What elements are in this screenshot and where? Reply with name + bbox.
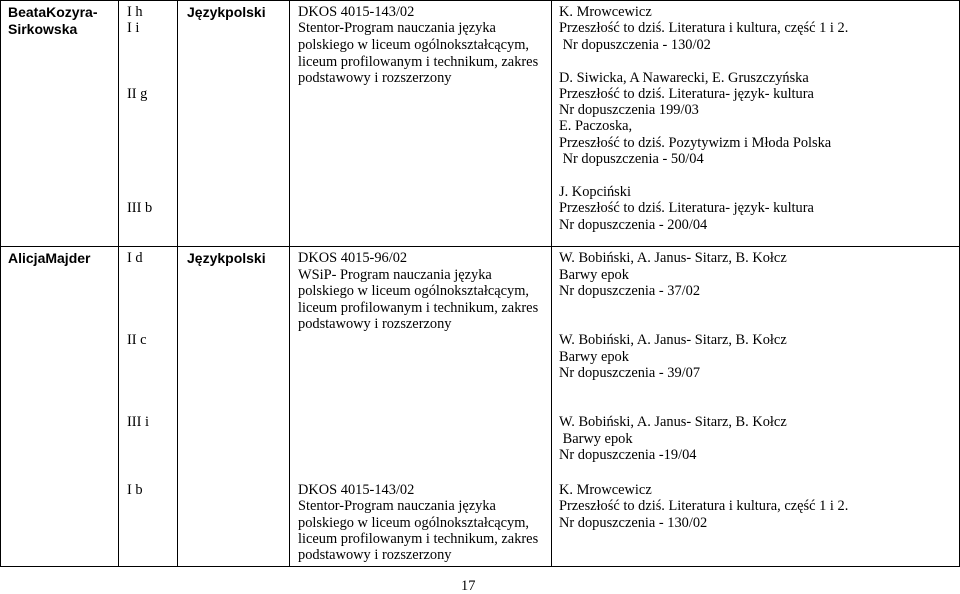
col-divider-program xyxy=(551,0,552,567)
textbook-line: Przeszłość to dziś. Literatura- język- kultura xyxy=(559,86,814,102)
textbook-line: J. Kopciński xyxy=(559,184,631,200)
program-line: liceum profilowanym i technikum, zakres xyxy=(298,531,539,547)
col-divider-class xyxy=(177,0,178,567)
textbook-line: Barwy epok xyxy=(559,431,633,447)
program-line: Stentor-Program nauczania języka xyxy=(298,498,496,514)
program-line: polskiego w liceum ogólnokształcącym, xyxy=(298,283,529,299)
class-label: III i xyxy=(127,414,149,430)
class-label: I i xyxy=(127,20,140,36)
textbook-line: Nr dopuszczenia -19/04 xyxy=(559,447,697,463)
textbook-line: E. Paczoska, xyxy=(559,118,633,134)
class-label: I h xyxy=(127,4,143,20)
program-line: liceum profilowanym i technikum, zakres xyxy=(298,54,539,70)
class-label: I d xyxy=(127,250,143,266)
col-divider-teacher xyxy=(118,0,119,567)
page-number: 17 xyxy=(461,578,476,594)
textbook-line: Przeszłość to dziś. Literatura i kultura, część 1 i 2. xyxy=(559,498,849,514)
row-divider xyxy=(0,246,960,247)
class-label: III b xyxy=(127,200,153,216)
table-top-border xyxy=(0,0,960,1)
subject-label: Językpolski xyxy=(187,250,266,266)
textbook-line: Nr dopuszczenia 199/03 xyxy=(559,102,699,118)
textbook-line: W. Bobiński, A. Janus- Sitarz, B. Kołcz xyxy=(559,414,787,430)
textbook-line: D. Siwicka, A Nawarecki, E. Gruszczyńska xyxy=(559,70,809,86)
program-line: WSiP- Program nauczania języka xyxy=(298,267,492,283)
subject-label: Językpolski xyxy=(187,4,266,20)
col-divider-subject xyxy=(289,0,290,567)
textbook-line: Nr dopuszczenia - 39/07 xyxy=(559,365,701,381)
table-bottom-border xyxy=(0,566,960,567)
program-line: Stentor-Program nauczania języka xyxy=(298,20,496,36)
textbook-line: Przeszłość to dziś. Literatura i kultura, część 1 i 2. xyxy=(559,20,849,36)
program-line: podstawowy i rozszerzony xyxy=(298,70,452,86)
program-line: DKOS 4015-143/02 xyxy=(298,482,415,498)
textbook-line: K. Mrowcewicz xyxy=(559,482,652,498)
program-line: DKOS 4015-143/02 xyxy=(298,4,415,20)
class-label: I b xyxy=(127,482,143,498)
textbook-line: W. Bobiński, A. Janus- Sitarz, B. Kołcz xyxy=(559,250,787,266)
textbook-line: Nr dopuszczenia - 200/04 xyxy=(559,217,708,233)
program-line: polskiego w liceum ogólnokształcącym, xyxy=(298,37,529,53)
textbook-line: K. Mrowcewicz xyxy=(559,4,652,20)
teacher-name-line: AlicjaMajder xyxy=(8,250,91,266)
textbook-line: Nr dopuszczenia - 130/02 xyxy=(559,515,708,531)
textbook-line: Barwy epok xyxy=(559,267,629,283)
program-line: DKOS 4015-96/02 xyxy=(298,250,408,266)
program-line: podstawowy i rozszerzony xyxy=(298,547,452,563)
textbook-line: Barwy epok xyxy=(559,349,629,365)
textbook-line: Przeszłość to dziś. Pozytywizm i Młoda Polska xyxy=(559,135,832,151)
table-left-border xyxy=(0,0,1,567)
textbook-line: W. Bobiński, A. Janus- Sitarz, B. Kołcz xyxy=(559,332,787,348)
class-label: II g xyxy=(127,86,148,102)
class-label: II c xyxy=(127,332,147,348)
teacher-name-line: Sirkowska xyxy=(8,21,78,37)
teacher-name-line: BeataKozyra- xyxy=(8,4,98,20)
program-line: liceum profilowanym i technikum, zakres xyxy=(298,300,539,316)
textbook-line: Przeszłość to dziś. Literatura- język- kultura xyxy=(559,200,814,216)
textbook-line: Nr dopuszczenia - 50/04 xyxy=(559,151,704,167)
textbook-line: Nr dopuszczenia - 37/02 xyxy=(559,283,701,299)
textbook-line: Nr dopuszczenia - 130/02 xyxy=(559,37,711,53)
program-line: polskiego w liceum ogólnokształcącym, xyxy=(298,515,529,531)
program-line: podstawowy i rozszerzony xyxy=(298,316,452,332)
